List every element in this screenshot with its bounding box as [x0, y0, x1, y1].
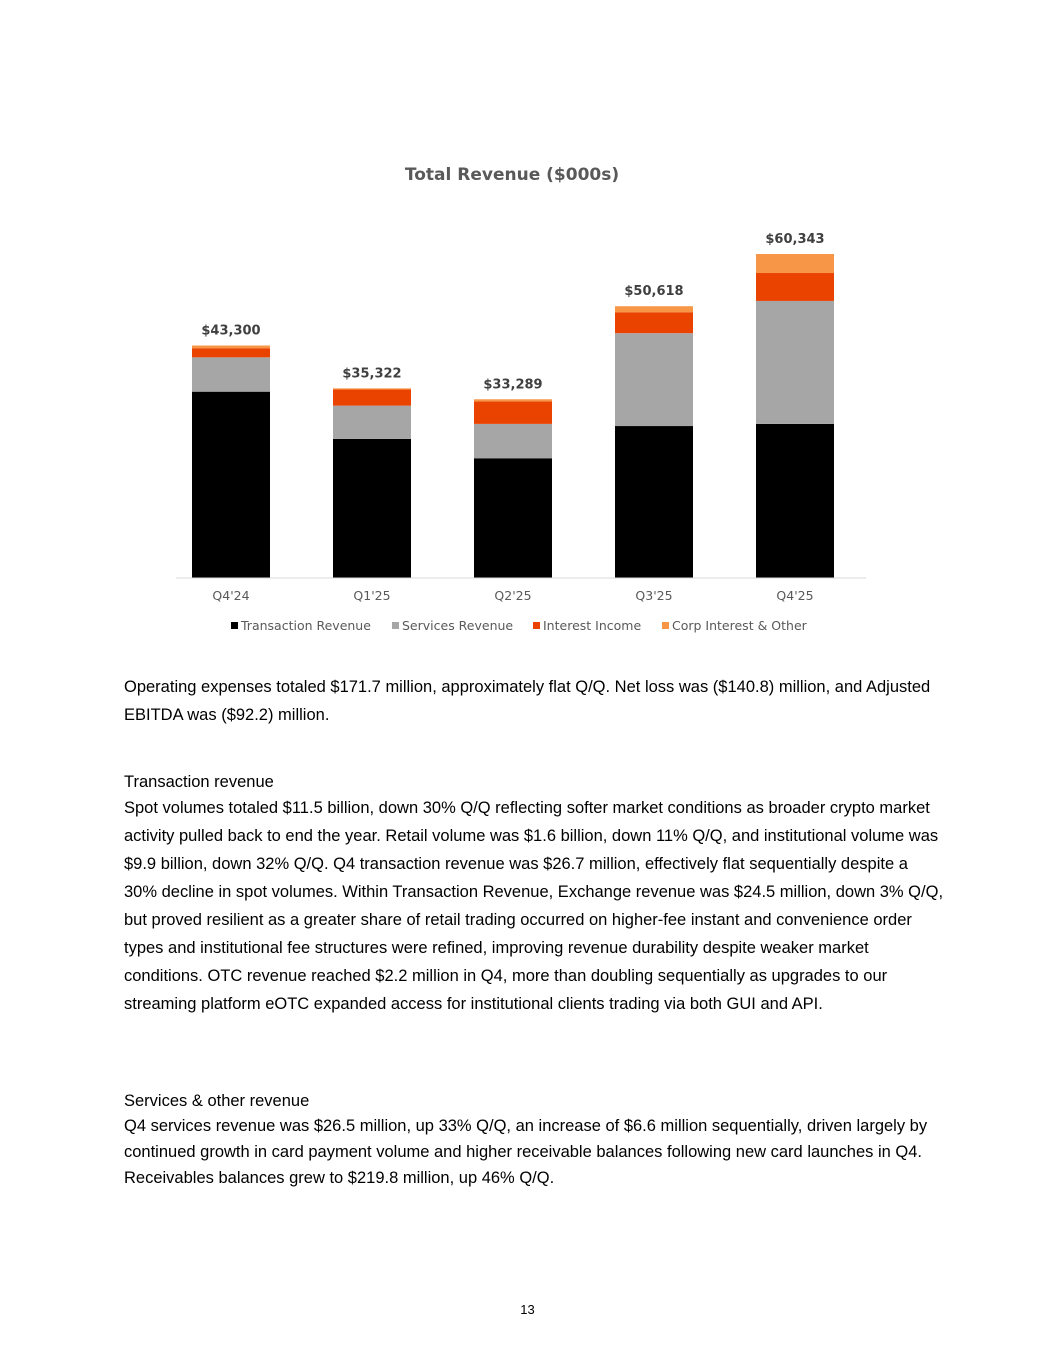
- page-number: 13: [520, 1302, 535, 1317]
- x-axis-ticks: [212, 588, 813, 603]
- services-paragraph: Q4 services revenue was $26.5 million, up 33% Q/Q, an increase of $6.6 million sequentially, driven largely by continued growth in card payment volume and higher receivable balances following new card launches in Q4. Receivables balances grew to $219.8 million, up 46% Q/Q.: [124, 1117, 928, 1187]
- bar-segment-1-2: [333, 390, 411, 406]
- bar-segment-1-0: [333, 439, 411, 578]
- bar-segment-0-0: [192, 392, 270, 578]
- total-label: $50,618: [624, 284, 684, 300]
- chart-legend: [231, 618, 808, 633]
- legend-swatch: [231, 622, 238, 629]
- legend-label: Interest Income: [543, 618, 642, 633]
- legend-swatch: [533, 622, 540, 629]
- legend-label: Services Revenue: [402, 618, 514, 633]
- bar-segment-2-1: [474, 424, 552, 458]
- bar-segment-3-0: [615, 426, 693, 578]
- bar-segment-0-2: [192, 348, 270, 357]
- bar-segment-4-2: [756, 273, 834, 301]
- x-tick-label: Q4'24: [212, 588, 250, 603]
- total-label: $33,289: [483, 377, 543, 393]
- total-label: $43,300: [201, 323, 261, 339]
- bar-segment-0-3: [192, 346, 270, 349]
- chart-title: Total Revenue ($000s): [404, 165, 620, 185]
- legend-swatch: [392, 622, 399, 629]
- x-tick-label: Q3'25: [635, 588, 673, 603]
- bar-segment-1-3: [333, 388, 411, 389]
- total-label: $35,322: [342, 366, 402, 382]
- bar-segment-4-1: [756, 301, 834, 424]
- transaction-paragraph: Spot volumes totaled $11.5 billion, down 30% Q/Q reflecting softer market conditions as broader crypto market activity pulled back to end the year. Retail volume was $1.6 billion, down 11% Q/Q, and institutional volume was $9.9 billion, down 32% Q/Q. Q4 transaction revenue was $26.7 million, effectively flat sequentially despite a 30% decline in spot volumes. Within Transaction Revenue, Exchange revenue was $24.5 million, down 3% Q/Q, but proved resilient as a greater share of retail trading occurred on higher-fee instant and convenience order types and institutional fee structures were refined, improving revenue durability despite weaker market conditions. OTC revenue reached $2.2 million in Q4, more than doubling sequentially as upgrades to our streaming platform eOTC expanded access for institutional clients trading via both GUI and API.: [124, 799, 944, 1013]
- total-label: $60,343: [765, 232, 825, 247]
- transaction-heading: Transaction revenue: [124, 773, 274, 791]
- intro-paragraph: Operating expenses totaled $171.7 million, approximately flat Q/Q. Net loss was ($140.8) million, and Adjusted EBITDA was ($92.2) million.: [124, 678, 931, 724]
- bar-segment-3-3: [615, 306, 693, 312]
- total-revenue-chart: [0, 0, 1055, 660]
- bar-segment-2-2: [474, 401, 552, 424]
- bar-segment-2-3: [474, 399, 552, 401]
- legend-label: Transaction Revenue: [241, 618, 371, 633]
- x-tick-label: Q2'25: [494, 588, 532, 603]
- legend-label: Corp Interest & Other: [672, 618, 807, 633]
- services-heading: Services & other revenue: [124, 1092, 310, 1110]
- x-tick-label: Q1'25: [353, 588, 391, 603]
- x-tick-label: Q4'25: [776, 588, 814, 603]
- bar-segment-4-0: [756, 424, 834, 578]
- bar-segment-2-0: [474, 458, 552, 578]
- chart-bars: [192, 232, 834, 578]
- legend-swatch: [662, 622, 669, 629]
- bar-segment-3-1: [615, 333, 693, 426]
- bar-segment-0-1: [192, 357, 270, 391]
- bar-segment-1-1: [333, 406, 411, 439]
- bar-segment-3-2: [615, 312, 693, 333]
- bar-segment-4-3: [756, 254, 834, 273]
